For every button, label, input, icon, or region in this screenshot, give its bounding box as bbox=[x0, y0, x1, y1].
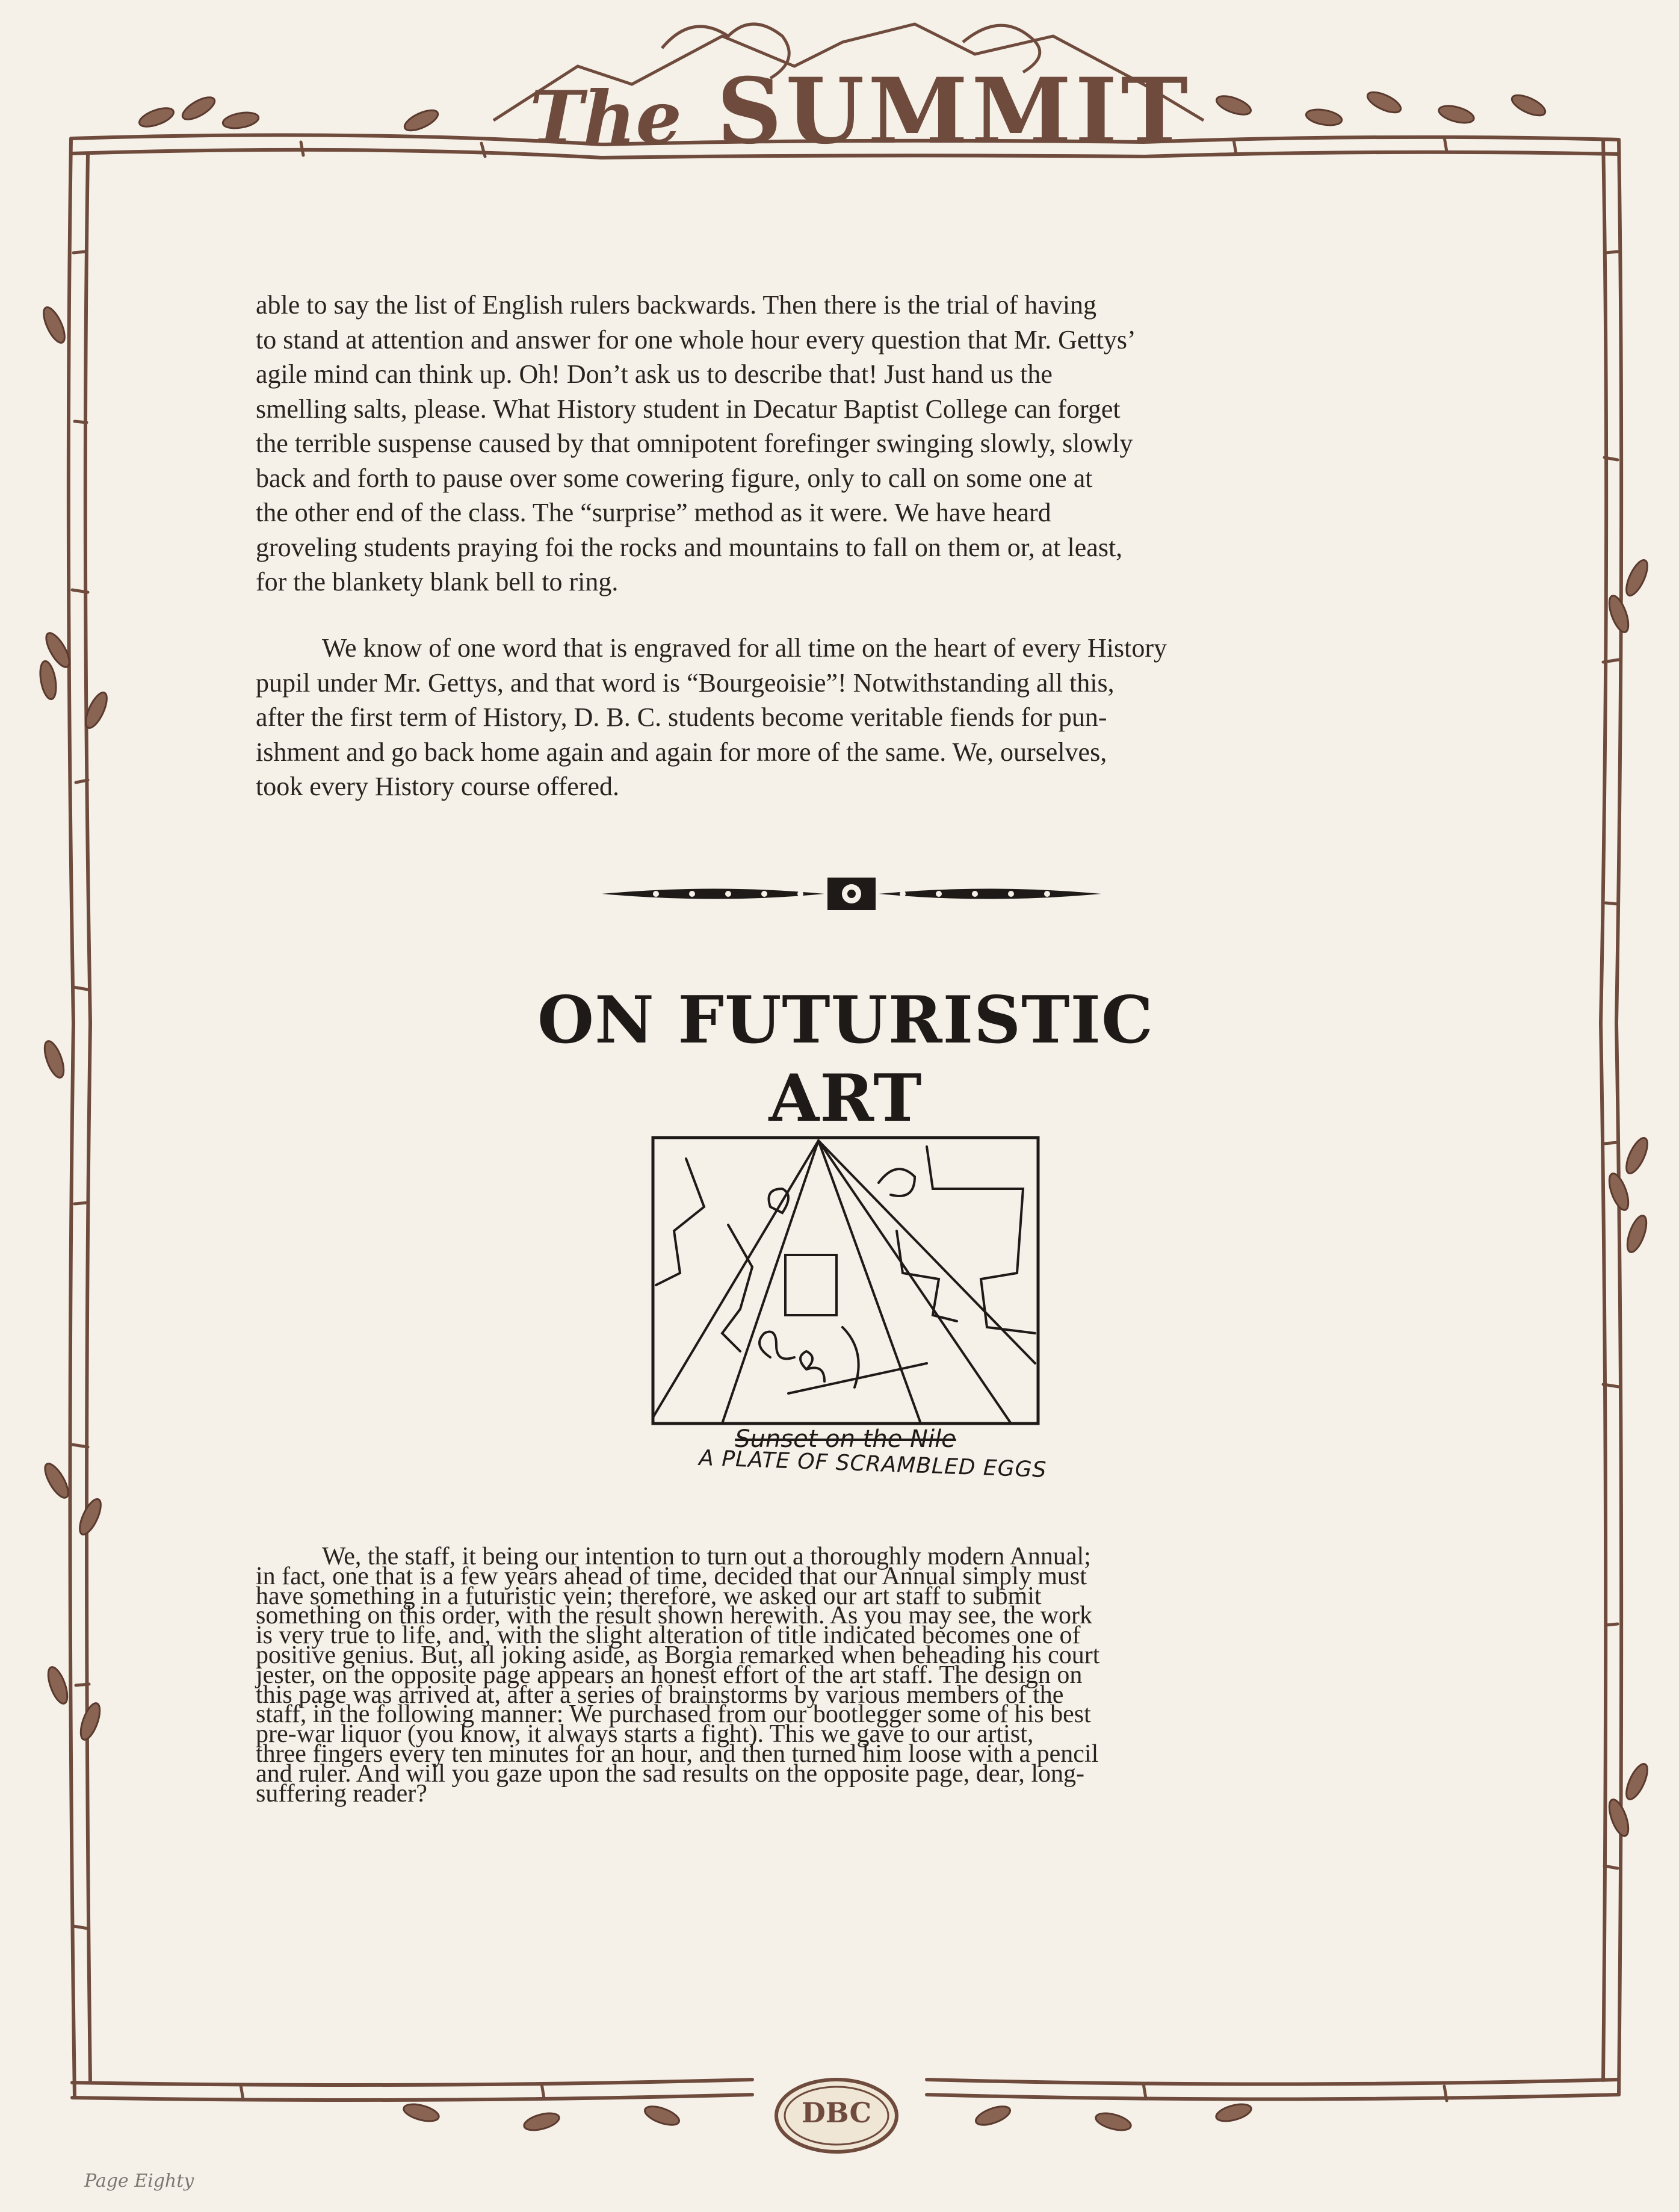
text-line: We know of one word that is engraved for all time on the heart of every History bbox=[322, 633, 1167, 663]
text-line: the terrible suspense caused by that omnipotent forefinger swinging slowly, slowly bbox=[256, 429, 1133, 458]
article-heading: ON FUTURISTIC ART bbox=[537, 982, 1154, 1136]
text-line: three fingers every ten minutes for an hour, and then turned him loose with a pencil bbox=[256, 1740, 1099, 1768]
history-paragraph-2 bbox=[256, 631, 1453, 804]
section-divider-ornament bbox=[596, 873, 1107, 915]
caption-handwritten-title: A PLATE OF SCRAMBLED EGGS bbox=[698, 1445, 1047, 1483]
page-number: Page Eighty bbox=[84, 2170, 194, 2192]
text-line: to stand at attention and answer for one whole hour every question that Mr. Gettys’ bbox=[256, 324, 1136, 355]
caption-struck-title: Sunset on the Nile bbox=[735, 1425, 956, 1453]
text-line: We, the staff, it being our intention to turn out a thoroughly modern Annual; bbox=[322, 1543, 1091, 1570]
text-line: back and forth to pause over some cowering figure, only to call on some one at bbox=[256, 463, 1093, 493]
dbc-emblem-text: DBC bbox=[801, 2096, 872, 2129]
text-line: this page was arrived at, after a series of brainstorms by various members of the bbox=[256, 1681, 1064, 1709]
masthead-summit: SUMMIT bbox=[717, 58, 1192, 164]
text-line: groveling students praying foi the rocks and mountains to fall on them or, at least, bbox=[256, 532, 1123, 562]
text-line: is very true to life, and, with the slight alteration of title indicated becomes one of bbox=[256, 1622, 1081, 1650]
text-line: ishment and go back home again and again for more of the same. We, ourselves, bbox=[256, 737, 1107, 767]
text-line: pre-war liquor (you know, it always starts a fight). This we gave to our artist, bbox=[256, 1720, 1034, 1749]
text-line: took every History course offered. bbox=[256, 772, 619, 801]
text-line: staff, in the following manner: We purchased from our bootlegger some of his best bbox=[256, 1700, 1091, 1729]
text-line: positive genius. But, all joking aside, as Borgia remarked when beheading his court bbox=[256, 1641, 1100, 1669]
text-line: after the first term of History, D. B. C. students become veritable fiends for pun- bbox=[256, 702, 1107, 732]
text-line: able to say the list of English rulers backwards. Then there is the trial of having bbox=[256, 290, 1097, 320]
text-line: have something in a futuristic vein; therefore, we asked our art staff to submit bbox=[256, 1582, 1042, 1610]
history-paragraph-1 bbox=[256, 288, 1453, 599]
futuristic-art-paragraph bbox=[256, 1543, 1453, 1808]
masthead-title bbox=[530, 58, 1192, 164]
masthead bbox=[0, 0, 1679, 164]
futuristic-art-drawing bbox=[650, 1135, 1041, 1448]
text-line: jester, on the opposite page appears an honest effort of the art staff. The design on bbox=[256, 1661, 1083, 1689]
text-line: smelling salts, please. What History student in Decatur Baptist College can forget bbox=[256, 394, 1121, 424]
text-line: for the blankety blank bell to ring. bbox=[256, 567, 619, 596]
text-line: in fact, one that is a few years ahead of time, decided that our Annual simply must bbox=[256, 1562, 1087, 1590]
text-line: suffering reader? bbox=[256, 1779, 427, 1808]
text-line: something on this order, with the result shown herewith. As you may see, the work bbox=[256, 1602, 1092, 1630]
text-line: and ruler. And will you gaze upon the sad results on the opposite page, dear, long- bbox=[256, 1759, 1084, 1788]
masthead-the: The bbox=[530, 75, 682, 160]
text-line: agile mind can think up. Oh! Don’t ask us to describe that! Just hand us the bbox=[256, 359, 1053, 389]
text-line: pupil under Mr. Gettys, and that word is “Bourgeoisie”! Notwithstanding all this, bbox=[256, 668, 1115, 698]
text-line: the other end of the class. The “surprise” method as it were. We have heard bbox=[256, 498, 1051, 527]
